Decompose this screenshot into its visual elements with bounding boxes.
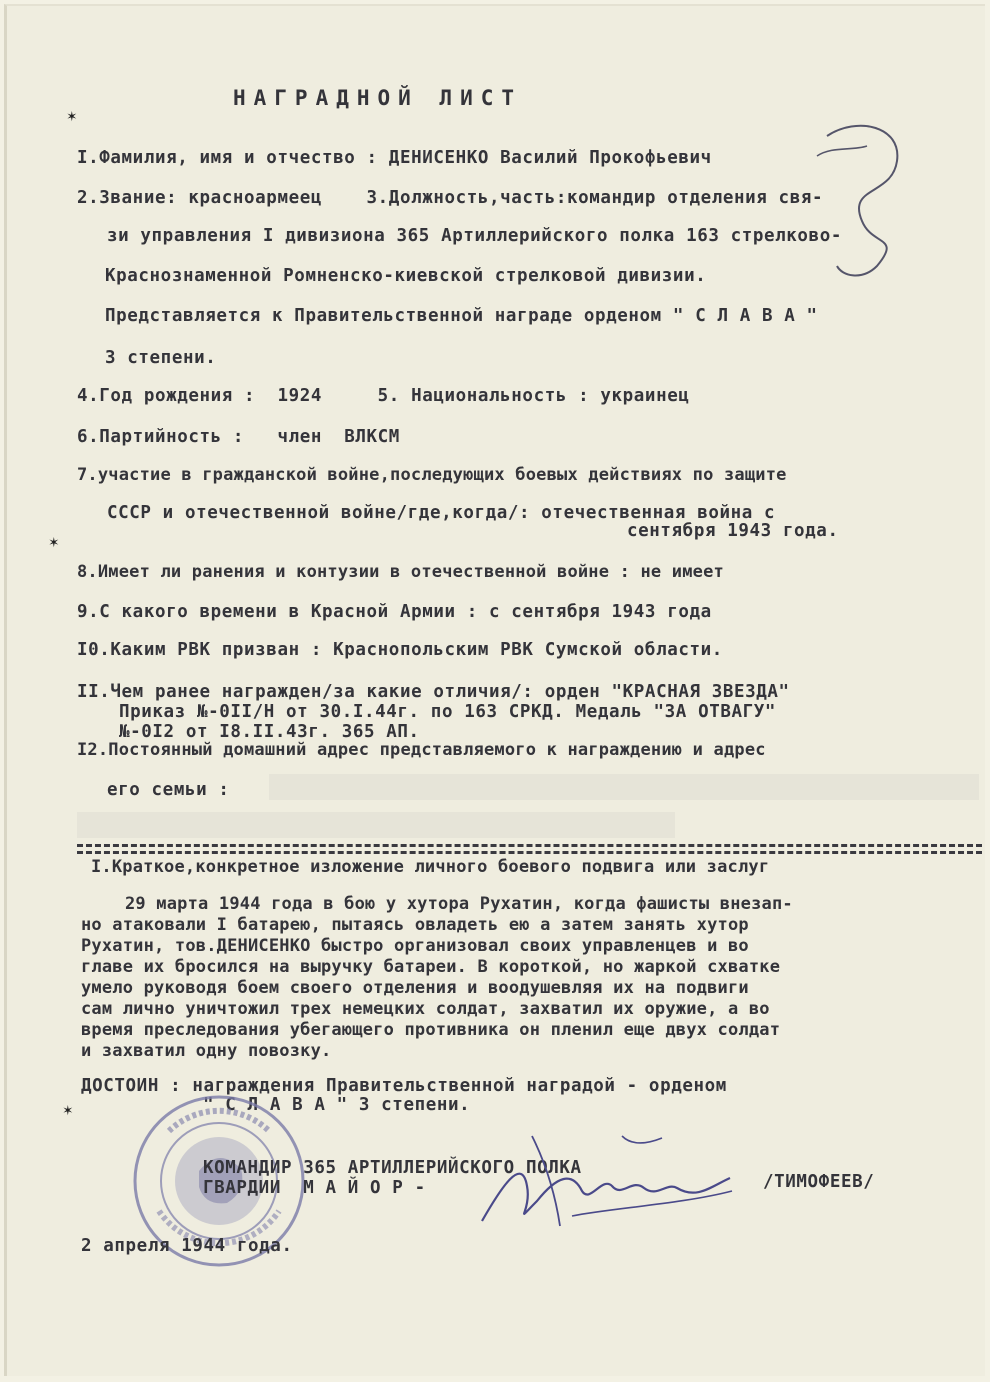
redacted-address-2 (77, 812, 675, 838)
field-address: I2.Постоянный домашний адрес представляемого к награждению и адрес (77, 740, 766, 760)
feat-line-3: Рухатин, тов.ДЕНИСЕНКО быстро организовал своих управленцев и во (81, 936, 749, 956)
feat-line-5: умело руководя боем своего отделения и воодушевляя их на подвиги (81, 978, 749, 998)
field-party: 6.Партийность : член ВЛКСМ (77, 427, 400, 447)
feat-line-8: и захватил одну повозку. (81, 1041, 332, 1061)
feat-heading: I.Краткое,конкретное изложение личного боевого подвига или заслуг (91, 857, 770, 877)
document-date: 2 апреля 1944 года. (81, 1236, 293, 1256)
conclusion-line-2: " С Л А В А " 3 степени. (203, 1095, 471, 1115)
feat-line-1: 29 марта 1944 года в бою у хутора Рухатин, когда фашисты внезап- (125, 894, 793, 914)
feat-line-6: сам лично уничтожил трех немецких солдат, захватил их оружие, а во (81, 999, 770, 1019)
punch-mark-icon: ✶ (63, 1100, 73, 1119)
feat-line-7: время преследования убегающего противника он пленил еще двух солдат (81, 1020, 781, 1040)
field-participation-cont: СССР и отечественной войне/где,когда/: отечественная война с (107, 503, 776, 523)
field-nomination: Представляется к Правительственной награде орденом " С Л А В А " (105, 306, 818, 326)
redacted-address (269, 774, 979, 800)
field-prev-awards-cont-2: №-0I2 от I8.II.43г. 365 АП. (119, 722, 420, 742)
field-nomination-degree: 3 степени. (105, 348, 217, 368)
handwritten-signature (462, 1116, 752, 1246)
field-conscription: I0.Каким РВК призван : Краснопольским РВК Сумской области. (77, 640, 723, 660)
field-army-since: 9.С какого времени в Красной Армии : с сентября 1943 года (77, 602, 712, 622)
field-prev-awards-cont-1: Приказ №-0II/Н от 30.I.44г. по 163 СРКД. Медаль "ЗА ОТВАГУ" (119, 702, 777, 722)
conclusion-line-1: ДОСТОИН : награждения Правительственной наградой - орденом (81, 1076, 727, 1096)
field-prev-awards: II.Чем ранее награжден/за какие отличия/: орден "КРАСНАЯ ЗВЕЗДА" (77, 682, 790, 702)
document-title: НАГРАДНОЙ ЛИСТ (233, 86, 523, 110)
commander-name: /ТИМОФЕЕВ/ (763, 1172, 875, 1192)
field-position-cont-2: Краснознаменной Ромненско-киевской стрелковой дивизии. (105, 266, 707, 286)
feat-line-4: главе их бросился на выручку батареи. В короткой, но жаркой схватке (81, 957, 781, 977)
punch-mark-icon: ✶ (49, 532, 59, 551)
field-address-cont: его семьи : (107, 780, 230, 800)
field-participation: 7.участие в гражданской войне,последующих боевых действиях по защите (77, 465, 787, 485)
commander-role: КОМАНДИР 365 АРТИЛЛЕРИЙСКОГО ПОЛКА (203, 1158, 582, 1178)
commander-rank: ГВАРДИИ М А Й О Р - (203, 1178, 426, 1198)
punch-mark-icon: ✶ (67, 106, 77, 125)
divider-2 (77, 851, 982, 854)
award-sheet (4, 4, 985, 1376)
divider-1 (77, 844, 982, 847)
handwritten-number-mark (807, 116, 917, 286)
field-rank-position: 2.Звание: красноармеец 3.Должность,часть:командир отделения свя- (77, 188, 824, 208)
field-birth-nationality: 4.Год рождения : 1924 5. Национальность : украинец (77, 386, 690, 406)
feat-line-2: но атаковали I батарею, пытаясь овладеть ею а затем занять хутор (81, 915, 749, 935)
field-name: I.Фамилия, имя и отчество : ДЕНИСЕНКО Василий Прокофьевич (77, 148, 712, 168)
field-wounds: 8.Имеет ли ранения и контузии в отечественной войне : не имеет (77, 562, 724, 582)
field-participation-date: сентября 1943 года. (627, 521, 839, 541)
field-position-cont-1: зи управления I дивизиона 365 Артиллерийского полка 163 стрелково- (107, 226, 842, 246)
